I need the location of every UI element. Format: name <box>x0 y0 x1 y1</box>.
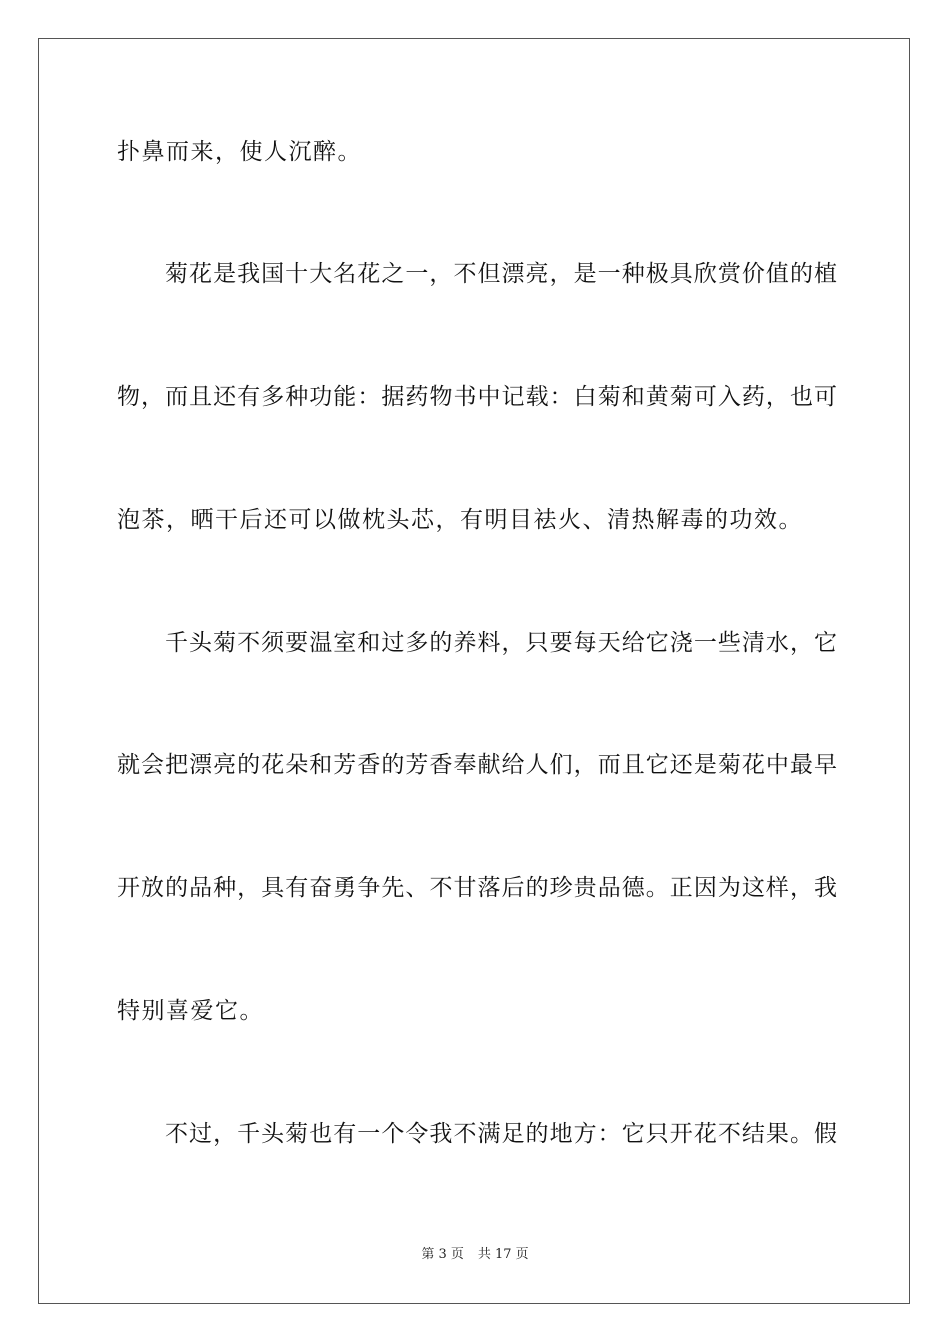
text-line-8: 特别喜爱它。 <box>117 998 264 1024</box>
page-total: 共 17 页 <box>477 1247 529 1262</box>
page-border <box>38 38 910 1304</box>
page-number: 第 3 页 <box>421 1247 464 1262</box>
text-line-7: 开放的品种，具有奋勇争先、不甘落后的珍贵品德。正因为这样，我 <box>117 875 837 901</box>
text-line-4: 泡茶，晒干后还可以做枕头芯，有明目祛火、清热解毒的功效。 <box>117 507 803 533</box>
text-line-1: 扑鼻而来，使人沉醉。 <box>117 139 362 165</box>
text-line-3: 物，而且还有多种功能：据药物书中记载：白菊和黄菊可入药，也可 <box>117 384 837 410</box>
text-line-6: 就会把漂亮的花朵和芳香的芳香奉献给人们，而且它还是菊花中最早 <box>117 752 837 778</box>
text-line-2: 菊花是我国十大名花之一，不但漂亮，是一种极具欣赏价值的植 <box>165 261 837 287</box>
text-line-9: 不过，千头菊也有一个令我不满足的地方：它只开花不结果。假 <box>165 1121 837 1147</box>
text-line-5: 千头菊不须要温室和过多的养料，只要每天给它浇一些清水，它 <box>165 630 837 656</box>
page-footer <box>0 1246 950 1264</box>
